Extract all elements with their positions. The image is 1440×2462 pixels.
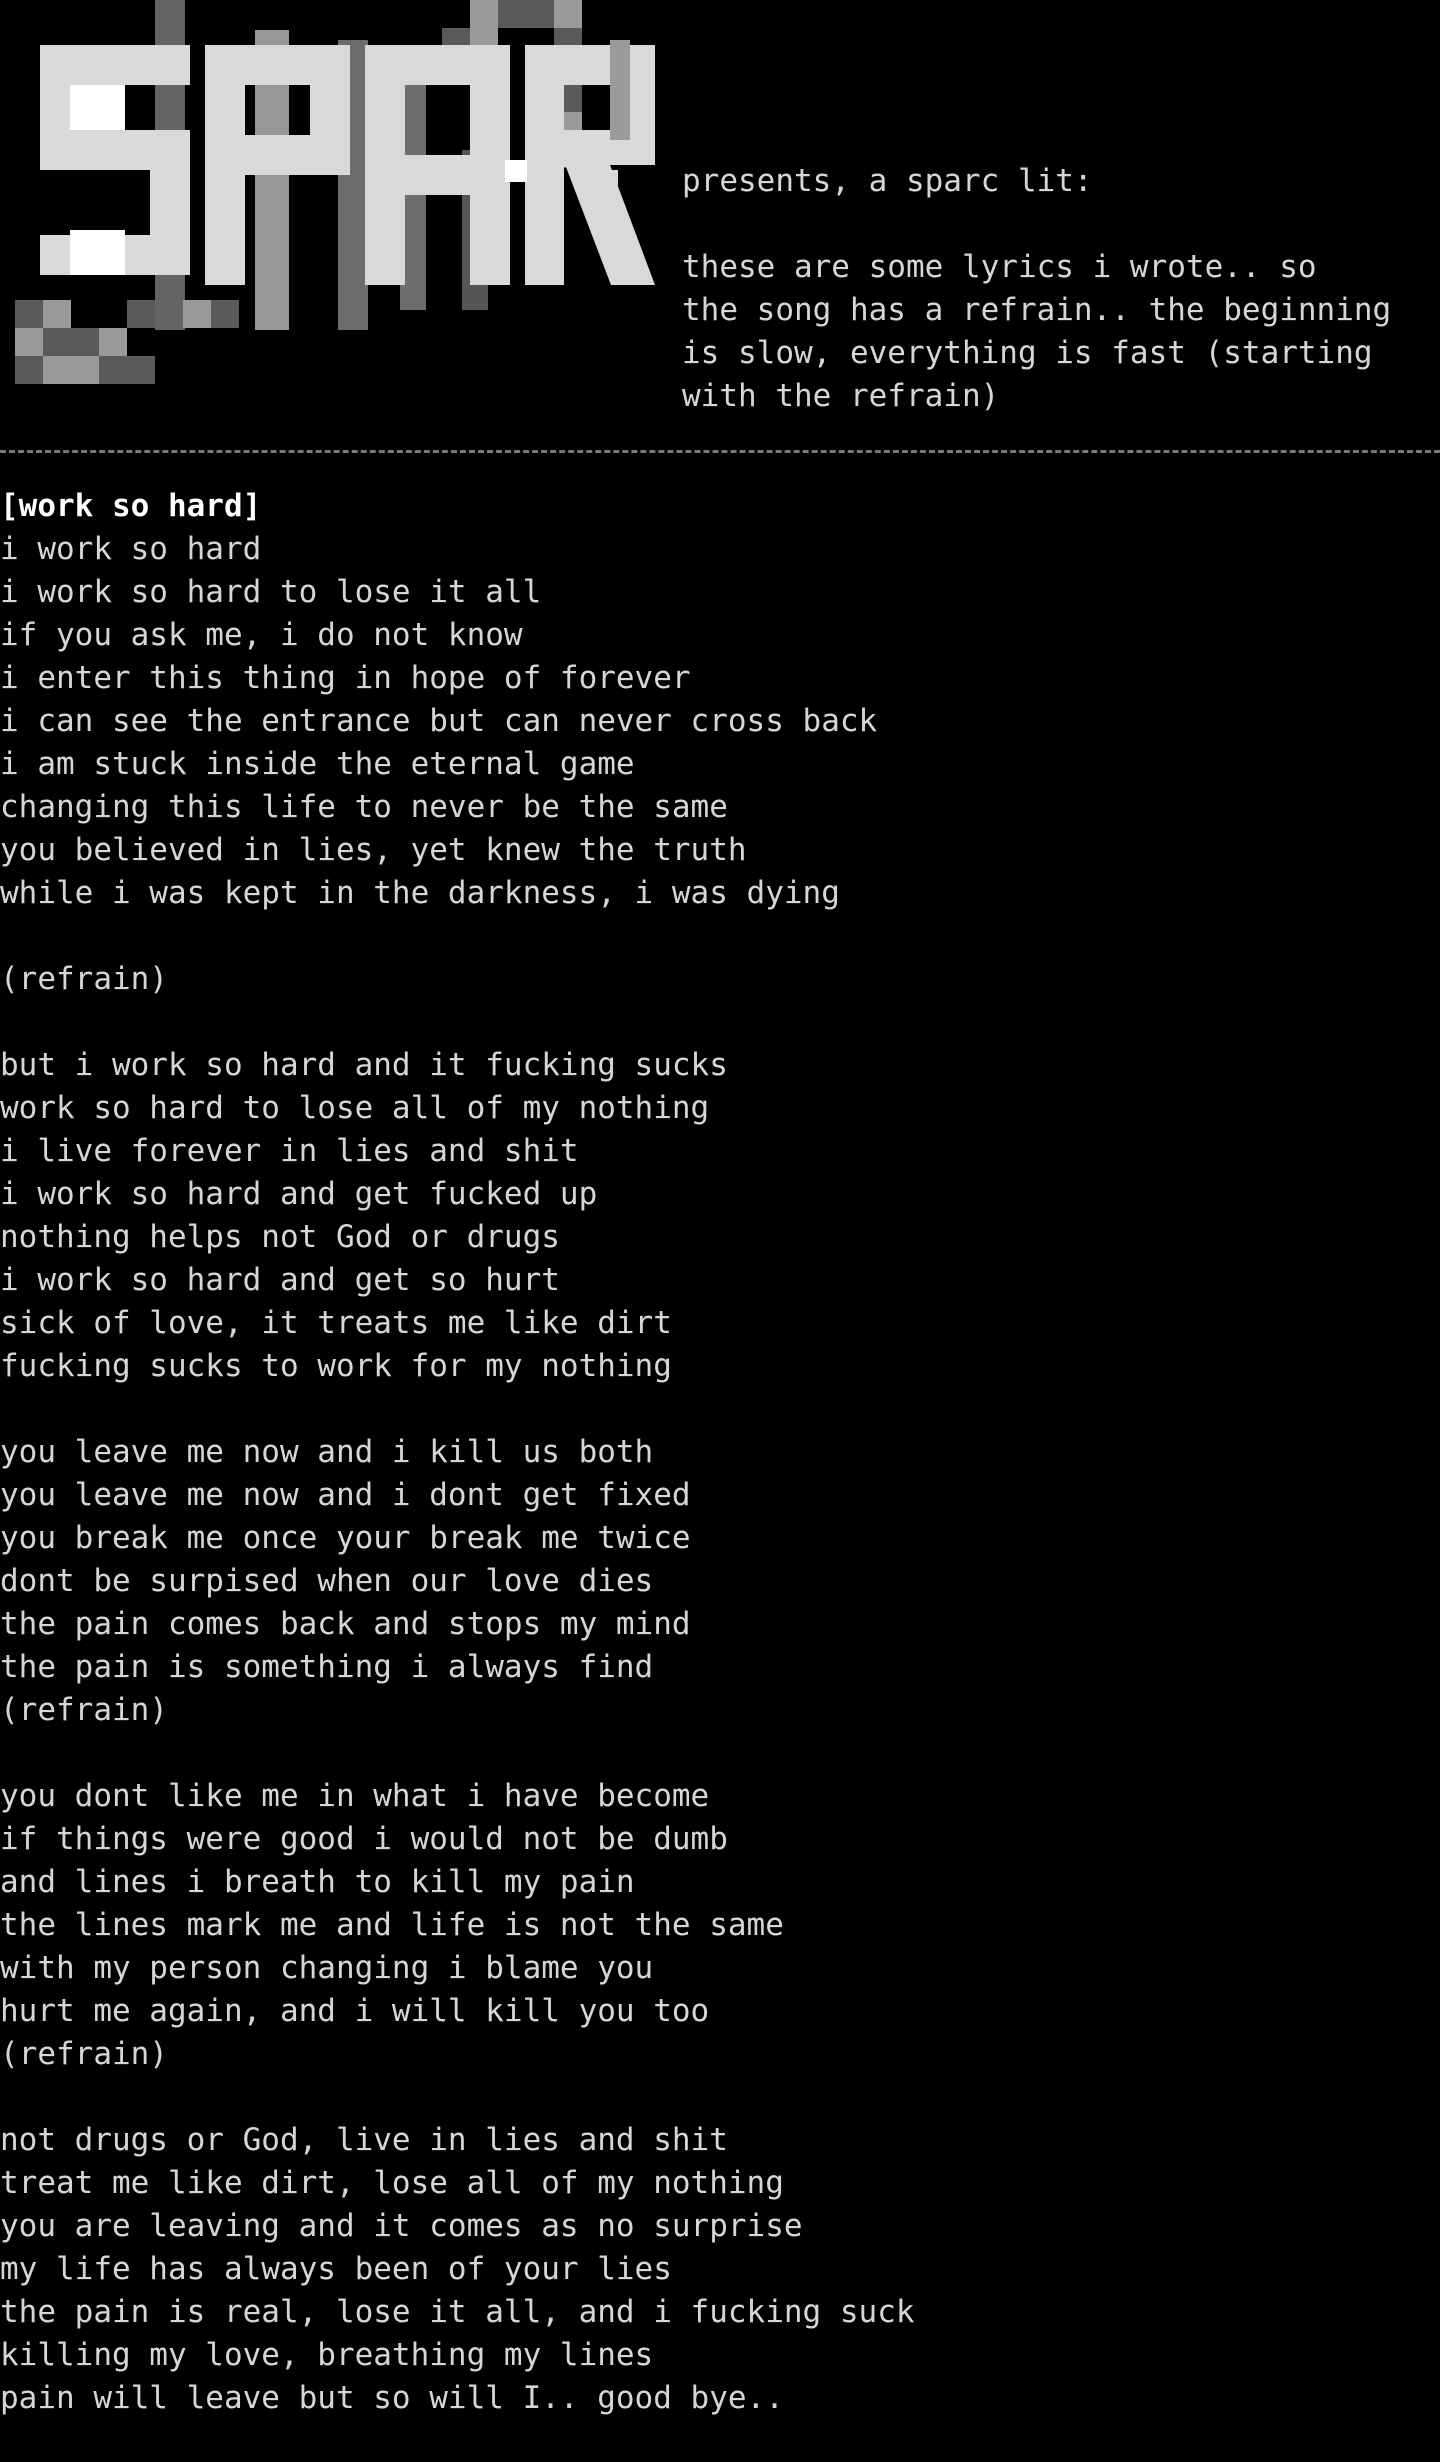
song-title: [work so hard] <box>0 488 262 524</box>
lyric-line: not drugs or God, live in lies and shit <box>0 2122 728 2158</box>
presents-line: presents, a sparc lit: <box>682 163 1093 199</box>
lyric-line: i enter this thing in hope of forever <box>0 660 691 696</box>
lyric-line-list <box>0 528 1440 2420</box>
lyric-blank-line <box>0 1388 1440 1431</box>
lyric-line: changing this life to never be the same <box>0 789 728 825</box>
lyric-blank-line <box>0 1732 1440 1775</box>
lyric-line: but i work so hard and it fucking sucks <box>0 1047 728 1083</box>
lyric-line: the pain is real, lose it all, and i fucking suck <box>0 2294 915 2330</box>
intro-gap <box>682 203 1391 246</box>
description-line-4: with the refrain) <box>682 378 1000 414</box>
lyric-line: you leave me now and i dont get fixed <box>0 1477 691 1513</box>
lyric-line: dont be surpised when our love dies <box>0 1563 654 1599</box>
lyric-line: with my person changing i blame you <box>0 1950 654 1986</box>
lyric-line: you leave me now and i kill us both <box>0 1434 654 1470</box>
description-line-3: is slow, everything is fast (starting <box>682 335 1373 371</box>
lyric-line: (refrain) <box>0 1692 168 1728</box>
lyric-blank-line <box>0 915 1440 958</box>
lyric-line: i work so hard to lose it all <box>0 574 542 610</box>
lyric-line: the lines mark me and life is not the same <box>0 1907 784 1943</box>
lyric-line: and lines i breath to kill my pain <box>0 1864 635 1900</box>
lyric-line: nothing helps not God or drugs <box>0 1219 560 1255</box>
description-line-2: the song has a refrain.. the beginning <box>682 292 1392 328</box>
lyric-line: (refrain) <box>0 2036 168 2072</box>
lyric-line: i work so hard <box>0 531 262 567</box>
lyric-line: i can see the entrance but can never cross back <box>0 703 878 739</box>
intro-text <box>682 0 1391 418</box>
lyric-line: the pain comes back and stops my mind <box>0 1606 691 1642</box>
lyric-line: killing my love, breathing my lines <box>0 2337 654 2373</box>
lyric-line: fucking sucks to work for my nothing <box>0 1348 672 1384</box>
lyric-line: sick of love, it treats me like dirt <box>0 1305 672 1341</box>
lyric-line: my life has always been of your lies <box>0 2251 672 2287</box>
lyric-line: while i was kept in the darkness, i was dying <box>0 875 840 911</box>
lyric-line: i am stuck inside the eternal game <box>0 746 635 782</box>
page-header <box>0 0 1440 440</box>
lyric-line: treat me like dirt, lose all of my nothing <box>0 2165 784 2201</box>
lyric-line: you break me once your break me twice <box>0 1520 691 1556</box>
lyric-line: the pain is something i always find <box>0 1649 654 1685</box>
sparc-logo-icon <box>0 0 660 430</box>
lyric-line: i live forever in lies and shit <box>0 1133 579 1169</box>
lyric-line: hurt me again, and i will kill you too <box>0 1993 710 2029</box>
lyric-line: if things were good i would not be dumb <box>0 1821 728 1857</box>
lyric-blank-line <box>0 2076 1440 2119</box>
lyric-line: work so hard to lose all of my nothing <box>0 1090 710 1126</box>
lyric-blank-line <box>0 1001 1440 1044</box>
lyrics-body <box>0 485 1440 2450</box>
lyric-line: you are leaving and it comes as no surprise <box>0 2208 803 2244</box>
lyric-line: pain will leave but so will I.. good bye.. <box>0 2380 784 2416</box>
sparc-logo <box>0 0 660 430</box>
lyric-line: if you ask me, i do not know <box>0 617 523 653</box>
lyric-line: you dont like me in what i have become <box>0 1778 710 1814</box>
lyric-line: you believed in lies, yet knew the truth <box>0 832 747 868</box>
lyric-line: (refrain) <box>0 961 168 997</box>
description-line-1: these are some lyrics i wrote.. so <box>682 249 1317 285</box>
lyric-line: i work so hard and get so hurt <box>0 1262 560 1298</box>
horizontal-divider <box>0 450 1440 455</box>
lyric-line: i work so hard and get fucked up <box>0 1176 598 1212</box>
